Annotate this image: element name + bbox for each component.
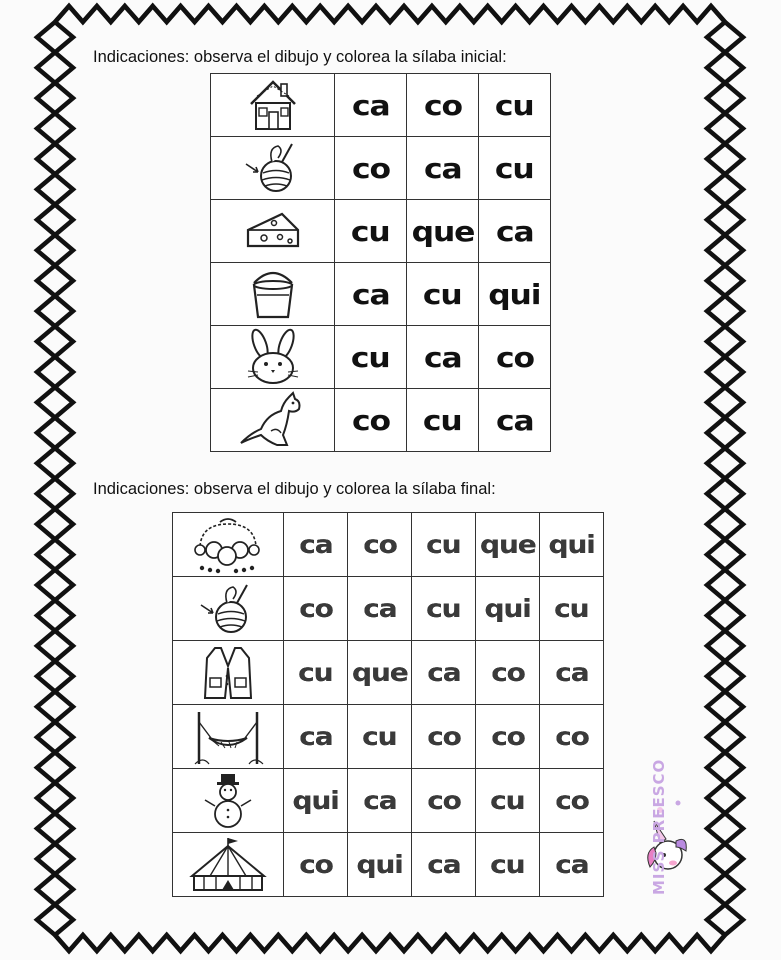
syllable-text: ca <box>554 658 589 687</box>
syllable-cell[interactable] <box>476 513 540 577</box>
syllable-text: qui <box>488 277 541 311</box>
table-row <box>211 74 551 137</box>
table-row <box>173 577 604 641</box>
circus-tent-icon <box>173 833 284 897</box>
syllable-text: ca <box>495 403 534 437</box>
syllable-text: ca <box>554 850 589 879</box>
cheese-icon <box>211 200 335 263</box>
syllable-cell[interactable] <box>479 137 551 200</box>
syllable-cell[interactable] <box>476 577 540 641</box>
syllable-cell[interactable] <box>479 326 551 389</box>
bucket-icon <box>211 263 335 326</box>
border-zigzag-line <box>55 22 73 935</box>
syllable-cell[interactable] <box>284 577 348 641</box>
syllable-text: cu <box>490 850 525 879</box>
syllable-cell[interactable] <box>540 769 604 833</box>
syllable-cell[interactable] <box>412 769 476 833</box>
syllable-cell[interactable] <box>348 705 412 769</box>
syllable-text: ca <box>362 594 397 623</box>
syllable-cell[interactable] <box>412 513 476 577</box>
syllable-text: co <box>495 340 534 374</box>
syllable-text: cu <box>362 722 397 751</box>
syllable-cell[interactable] <box>335 326 407 389</box>
syllable-text: qui <box>548 530 595 559</box>
syllable-cell[interactable] <box>284 641 348 705</box>
table-row <box>173 705 604 769</box>
kangaroo-icon <box>211 389 335 452</box>
syllable-text: cu <box>426 530 461 559</box>
syllable-text: co <box>426 722 461 751</box>
syllable-text: ca <box>423 151 462 185</box>
unicorn-icon <box>640 735 700 900</box>
syllable-text: que <box>351 658 408 687</box>
syllable-cell[interactable] <box>348 577 412 641</box>
syllable-text: cu <box>490 786 525 815</box>
syllable-cell[interactable] <box>284 833 348 897</box>
syllable-cell[interactable] <box>540 577 604 641</box>
syllable-text: ca <box>426 658 461 687</box>
table-row <box>173 769 604 833</box>
syllable-cell[interactable] <box>540 705 604 769</box>
syllable-cell[interactable] <box>540 513 604 577</box>
table-row <box>173 833 604 897</box>
syllable-text: ca <box>298 530 333 559</box>
border-zigzag-line <box>707 22 725 935</box>
syllable-cell[interactable] <box>540 641 604 705</box>
syllable-cell[interactable] <box>335 200 407 263</box>
instruction-final: Indicaciones: observa el dibujo y colorea la sílaba final: <box>93 480 496 498</box>
syllable-cell[interactable] <box>476 705 540 769</box>
syllable-text: cu <box>423 403 462 437</box>
syllable-text: cu <box>298 658 333 687</box>
syllable-cell[interactable] <box>348 513 412 577</box>
syllable-text: cu <box>495 151 534 185</box>
table-row <box>211 389 551 452</box>
border-zigzag-line <box>55 935 725 951</box>
border-zigzag-line <box>55 6 725 22</box>
coconut-icon <box>173 577 284 641</box>
syllable-cell[interactable] <box>407 326 479 389</box>
syllable-text: cu <box>423 277 462 311</box>
syllable-cell[interactable] <box>540 833 604 897</box>
syllable-cell[interactable] <box>407 263 479 326</box>
house-icon <box>211 74 335 137</box>
syllable-cell[interactable] <box>479 389 551 452</box>
syllable-cell[interactable] <box>476 641 540 705</box>
syllable-text: cu <box>495 88 534 122</box>
table-row <box>211 137 551 200</box>
table-row <box>211 326 551 389</box>
syllable-text: que <box>479 530 536 559</box>
syllable-text: ca <box>495 214 534 248</box>
syllable-cell[interactable] <box>335 263 407 326</box>
syllable-text: ca <box>423 340 462 374</box>
instruction-initial: Indicaciones: observa el dibujo y colorea la sílaba inicial: <box>93 48 507 66</box>
syllable-text: co <box>298 594 333 623</box>
table-row <box>211 263 551 326</box>
syllable-table-initial <box>210 73 551 452</box>
syllable-cell[interactable] <box>335 74 407 137</box>
syllable-text: co <box>351 151 390 185</box>
syllable-text: co <box>490 658 525 687</box>
syllable-text: qui <box>484 594 531 623</box>
syllable-cell[interactable] <box>335 137 407 200</box>
coconut-icon <box>211 137 335 200</box>
syllable-text: co <box>554 786 589 815</box>
syllable-cell[interactable] <box>407 389 479 452</box>
watermark-text: MISS PREESCO <box>650 758 668 895</box>
syllable-cell[interactable] <box>407 137 479 200</box>
syllable-text: ca <box>298 722 333 751</box>
syllable-text: ca <box>426 850 461 879</box>
syllable-text: co <box>351 403 390 437</box>
syllable-text: cu <box>426 594 461 623</box>
syllable-text: cu <box>351 214 390 248</box>
syllable-text: co <box>423 88 462 122</box>
syllable-cell[interactable] <box>348 833 412 897</box>
syllable-cell[interactable] <box>348 641 412 705</box>
syllable-cell[interactable] <box>284 705 348 769</box>
syllable-table-final <box>172 512 604 897</box>
syllable-text: qui <box>292 786 339 815</box>
table-row <box>173 641 604 705</box>
syllable-cell[interactable] <box>476 833 540 897</box>
syllable-cell[interactable] <box>412 833 476 897</box>
syllable-cell[interactable] <box>407 200 479 263</box>
vest-icon <box>173 641 284 705</box>
syllable-cell[interactable] <box>348 769 412 833</box>
syllable-text: co <box>298 850 333 879</box>
snowman-icon <box>173 769 284 833</box>
syllable-text: co <box>426 786 461 815</box>
table-row <box>173 513 604 577</box>
syllable-text: qui <box>356 850 403 879</box>
syllable-text: que <box>411 214 474 248</box>
syllable-cell[interactable] <box>412 577 476 641</box>
syllable-cell[interactable] <box>412 641 476 705</box>
syllable-text: co <box>554 722 589 751</box>
syllable-text: co <box>362 530 397 559</box>
table-row <box>211 200 551 263</box>
hammock-icon <box>173 705 284 769</box>
syllable-text: ca <box>351 277 390 311</box>
syllable-cell[interactable] <box>284 769 348 833</box>
syllable-text: ca <box>351 88 390 122</box>
maracas-necklace-icon <box>173 513 284 577</box>
syllable-text: cu <box>351 340 390 374</box>
syllable-cell[interactable] <box>479 263 551 326</box>
syllable-cell[interactable] <box>412 705 476 769</box>
syllable-text: cu <box>554 594 589 623</box>
syllable-text: co <box>490 722 525 751</box>
syllable-cell[interactable] <box>476 769 540 833</box>
syllable-cell[interactable] <box>284 513 348 577</box>
syllable-cell[interactable] <box>479 74 551 137</box>
syllable-cell[interactable] <box>335 389 407 452</box>
syllable-cell[interactable] <box>479 200 551 263</box>
rabbit-icon <box>211 326 335 389</box>
syllable-text: ca <box>362 786 397 815</box>
syllable-cell[interactable] <box>407 74 479 137</box>
